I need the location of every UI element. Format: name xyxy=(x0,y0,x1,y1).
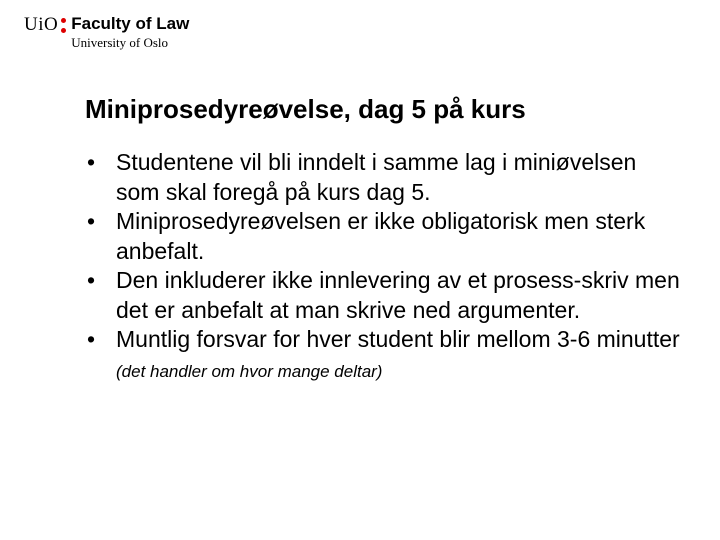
logo-dot-bottom xyxy=(61,28,66,33)
logo-uio-text: UiO xyxy=(24,14,59,35)
bullet-item-4 xyxy=(85,325,685,386)
logo-dot-top xyxy=(61,18,66,23)
bullet-text-2: Miniprosedyreøvelsen er ikke obligatorisk men sterk anbefalt. xyxy=(116,208,646,264)
uio-logo xyxy=(24,14,189,50)
logo-faculty-name: Faculty of Law xyxy=(71,14,190,33)
bullet-dot-icon: • xyxy=(87,208,96,234)
bullet-dot-icon: • xyxy=(87,149,96,175)
bullet-text-3: Den inkluderer ikke innlevering av et prosess-skriv men det er anbefalt at man skrive ned argumenter. xyxy=(116,267,680,323)
bullet-text-1: Studentene vil bli inndelt i samme lag i miniøvelsen som skal foregå på kurs dag 5. xyxy=(116,149,637,205)
logo-university-name: University of Oslo xyxy=(71,35,169,50)
bullet-item-2 xyxy=(85,207,685,266)
bullet-dot-icon: • xyxy=(87,267,96,293)
logo-colon-icon xyxy=(61,18,66,33)
bullet-text-4: Muntlig forsvar for hver student blir mellom 3-6 minutter xyxy=(116,326,680,352)
logo-text-block xyxy=(71,14,189,51)
bullet-item-3 xyxy=(85,266,685,325)
bullet-note: (det handler om hvor mange deltar) xyxy=(116,361,383,381)
bullet-dot-icon: • xyxy=(87,326,96,352)
bullet-list xyxy=(85,148,685,386)
bullet-item-1 xyxy=(85,148,685,207)
slide-title: Miniprosedyreøvelse, dag 5 på kurs xyxy=(85,94,526,124)
